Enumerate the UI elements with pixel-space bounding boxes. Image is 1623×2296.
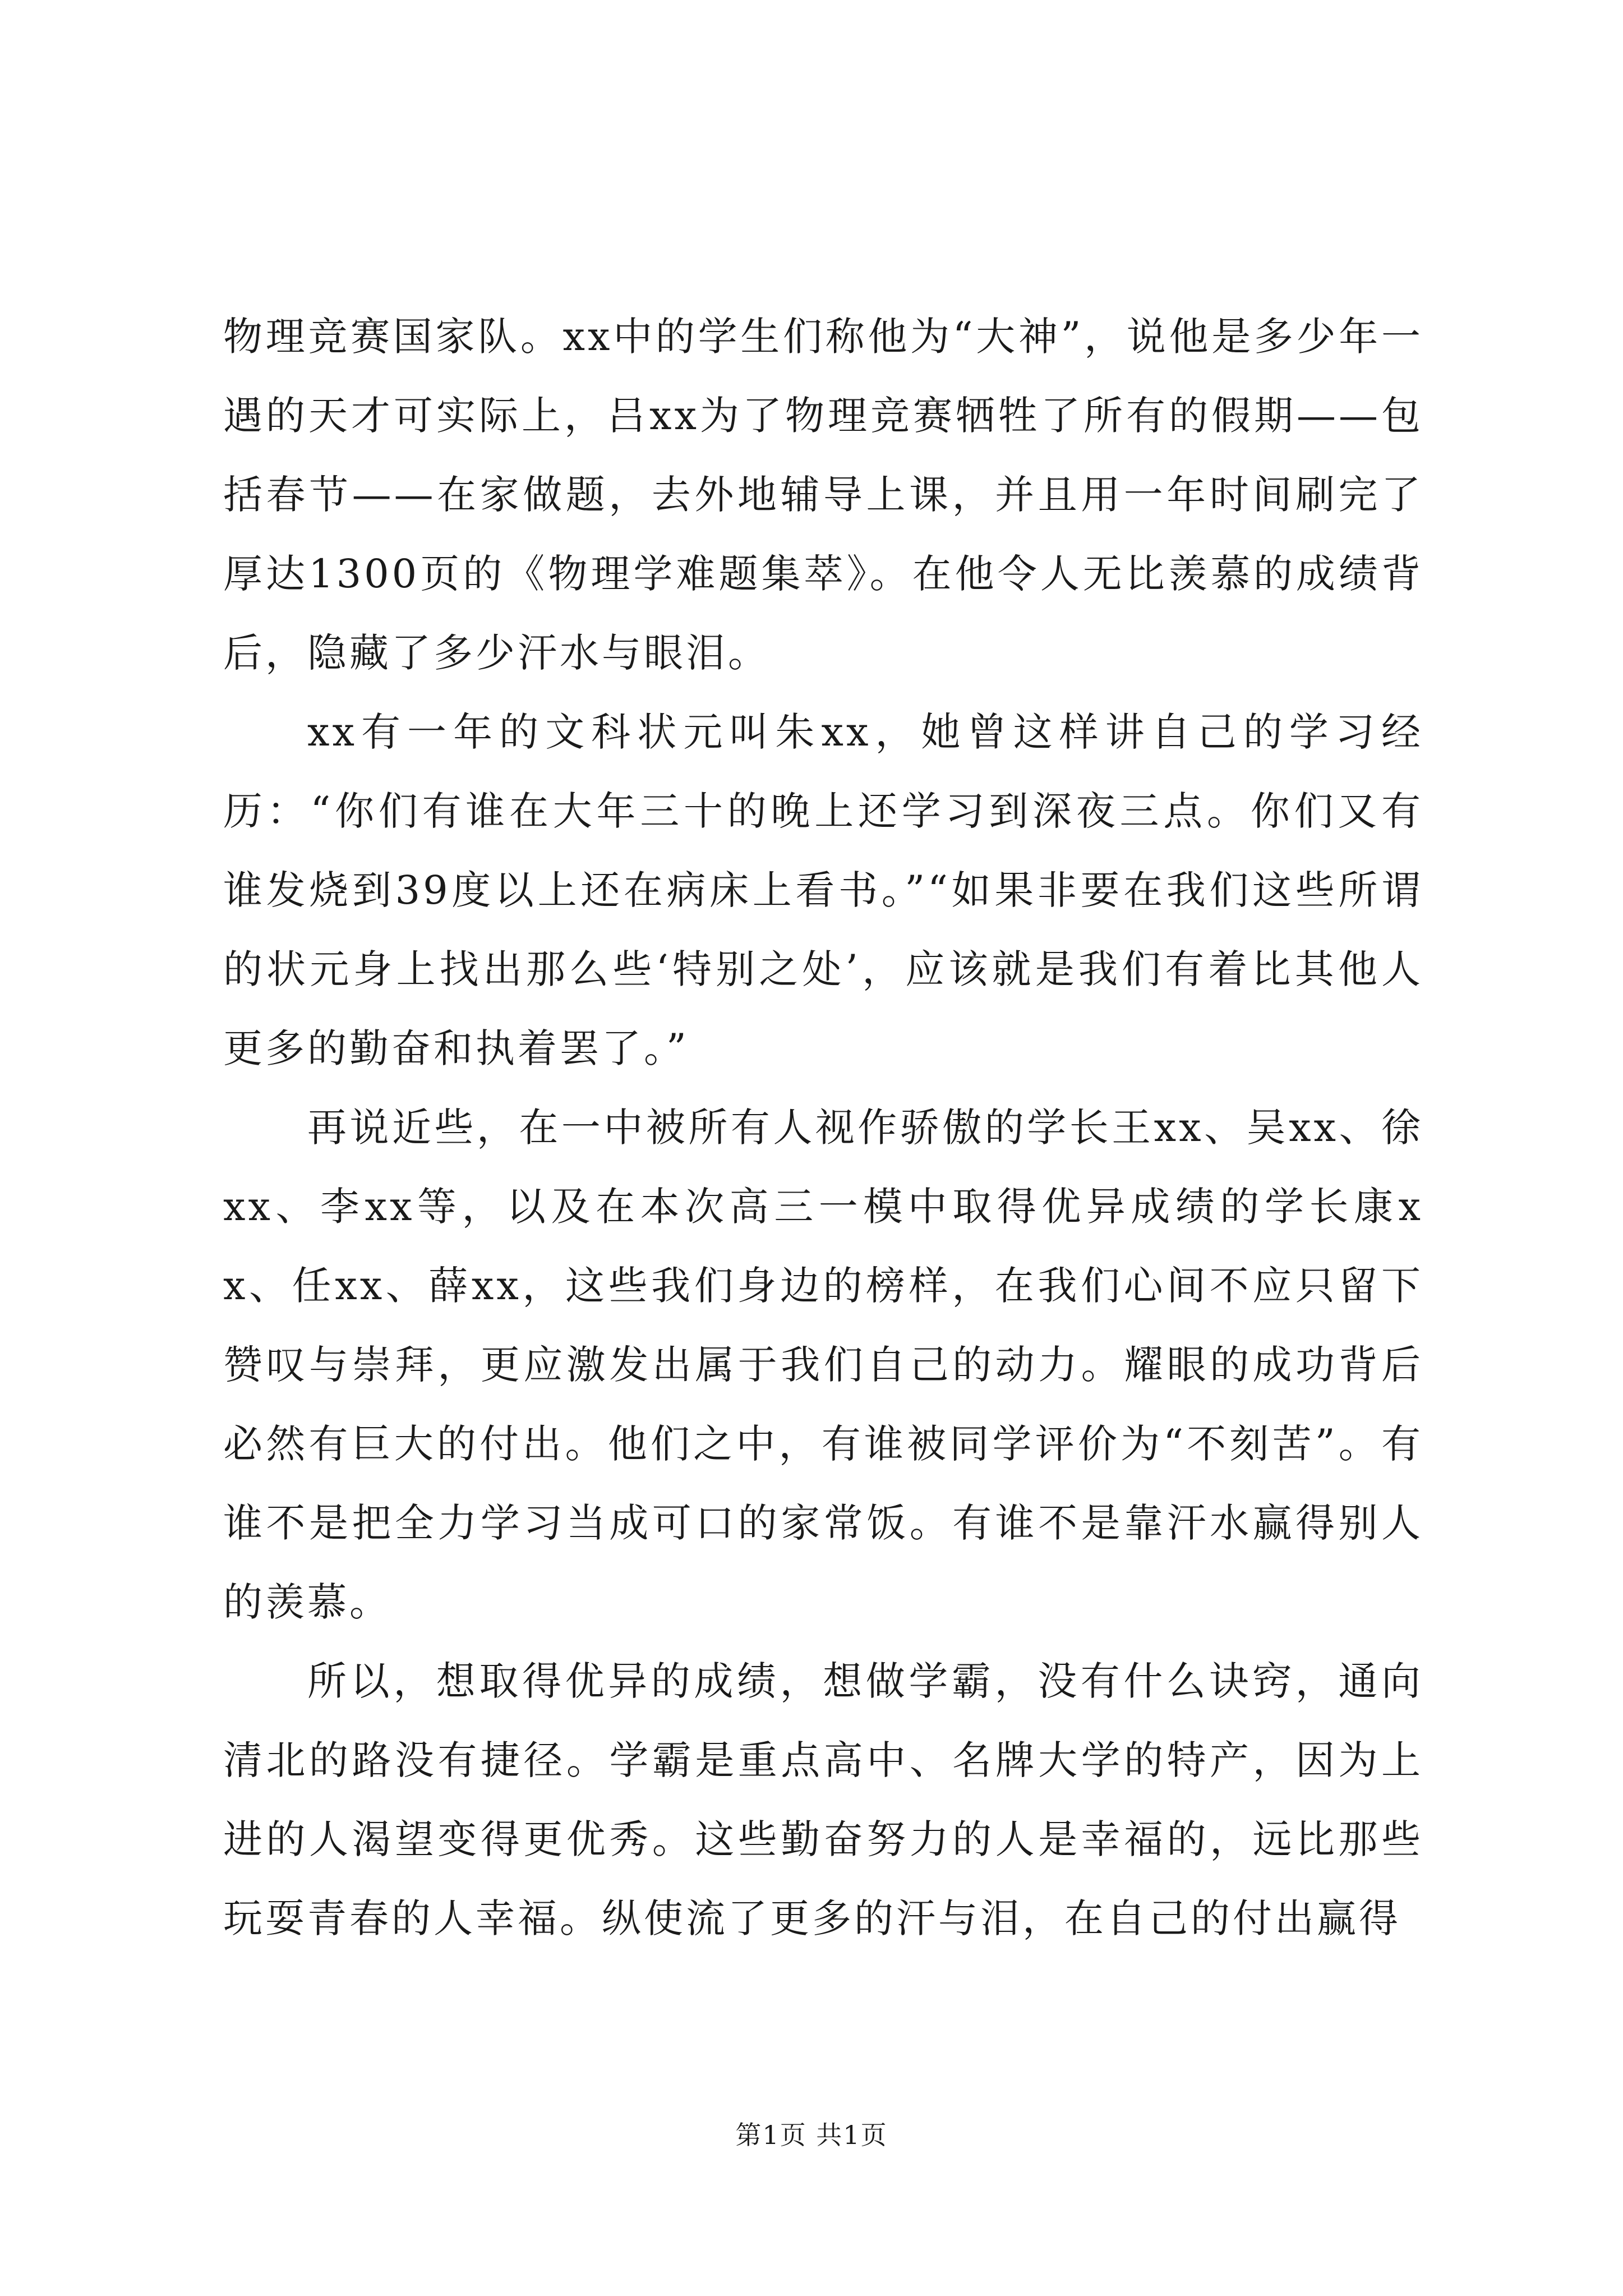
- page-number-footer: 第1页 共1页: [735, 2120, 888, 2150]
- paragraph: xx有一年的文科状元叫朱xx，她曾这样讲自己的学习经历：“你们有谁在大年三十的晚上还学习到深夜三点。你们又有谁发烧到39度以上还在病床上看书。”“如果非要在我们这些所谓的状元身上找出那么些‘特别之处’，应该就是我们有着比其他人更多的勤奋和执着罢了。”: [223, 709, 1423, 1071]
- document-body: [223, 297, 1423, 1958]
- paragraph: 所以，想取得优异的成绩，想做学霸，没有什么诀窍，通向清北的路没有捷径。学霸是重点高中、名牌大学的特产，因为上进的人渴望变得更优秀。这些勤奋努力的人是幸福的，远比那些玩耍青春的人幸福。纵使流了更多的汗与泪，在自己的付出赢得: [223, 1658, 1423, 1941]
- paragraph: 物理竞赛国家队。xx中的学生们称他为“大神”，说他是多少年一遇的天才可实际上，吕xx为了物理竞赛牺牲了所有的假期——包括春节——在家做题，去外地辅导上课，并且用一年时间刷完了厚达1300页的《物理学难题集萃》。在他令人无比羡慕的成绩背后，隐藏了多少汗水与眼泪。: [223, 314, 1423, 676]
- paragraph: 再说近些，在一中被所有人视作骄傲的学长王xx、吴xx、徐xx、李xx等，以及在本次高三一模中取得优异成绩的学长康xx、任xx、薛xx，这些我们身边的榜样，在我们心间不应只留下赞叹与崇拜，更应激发出属于我们自己的动力。耀眼的成功背后必然有巨大的付出。他们之中，有谁被同学评价为“不刻苦”。有谁不是把全力学习当成可口的家常饭。有谁不是靠汗水赢得别人的羡慕。: [223, 1105, 1423, 1625]
